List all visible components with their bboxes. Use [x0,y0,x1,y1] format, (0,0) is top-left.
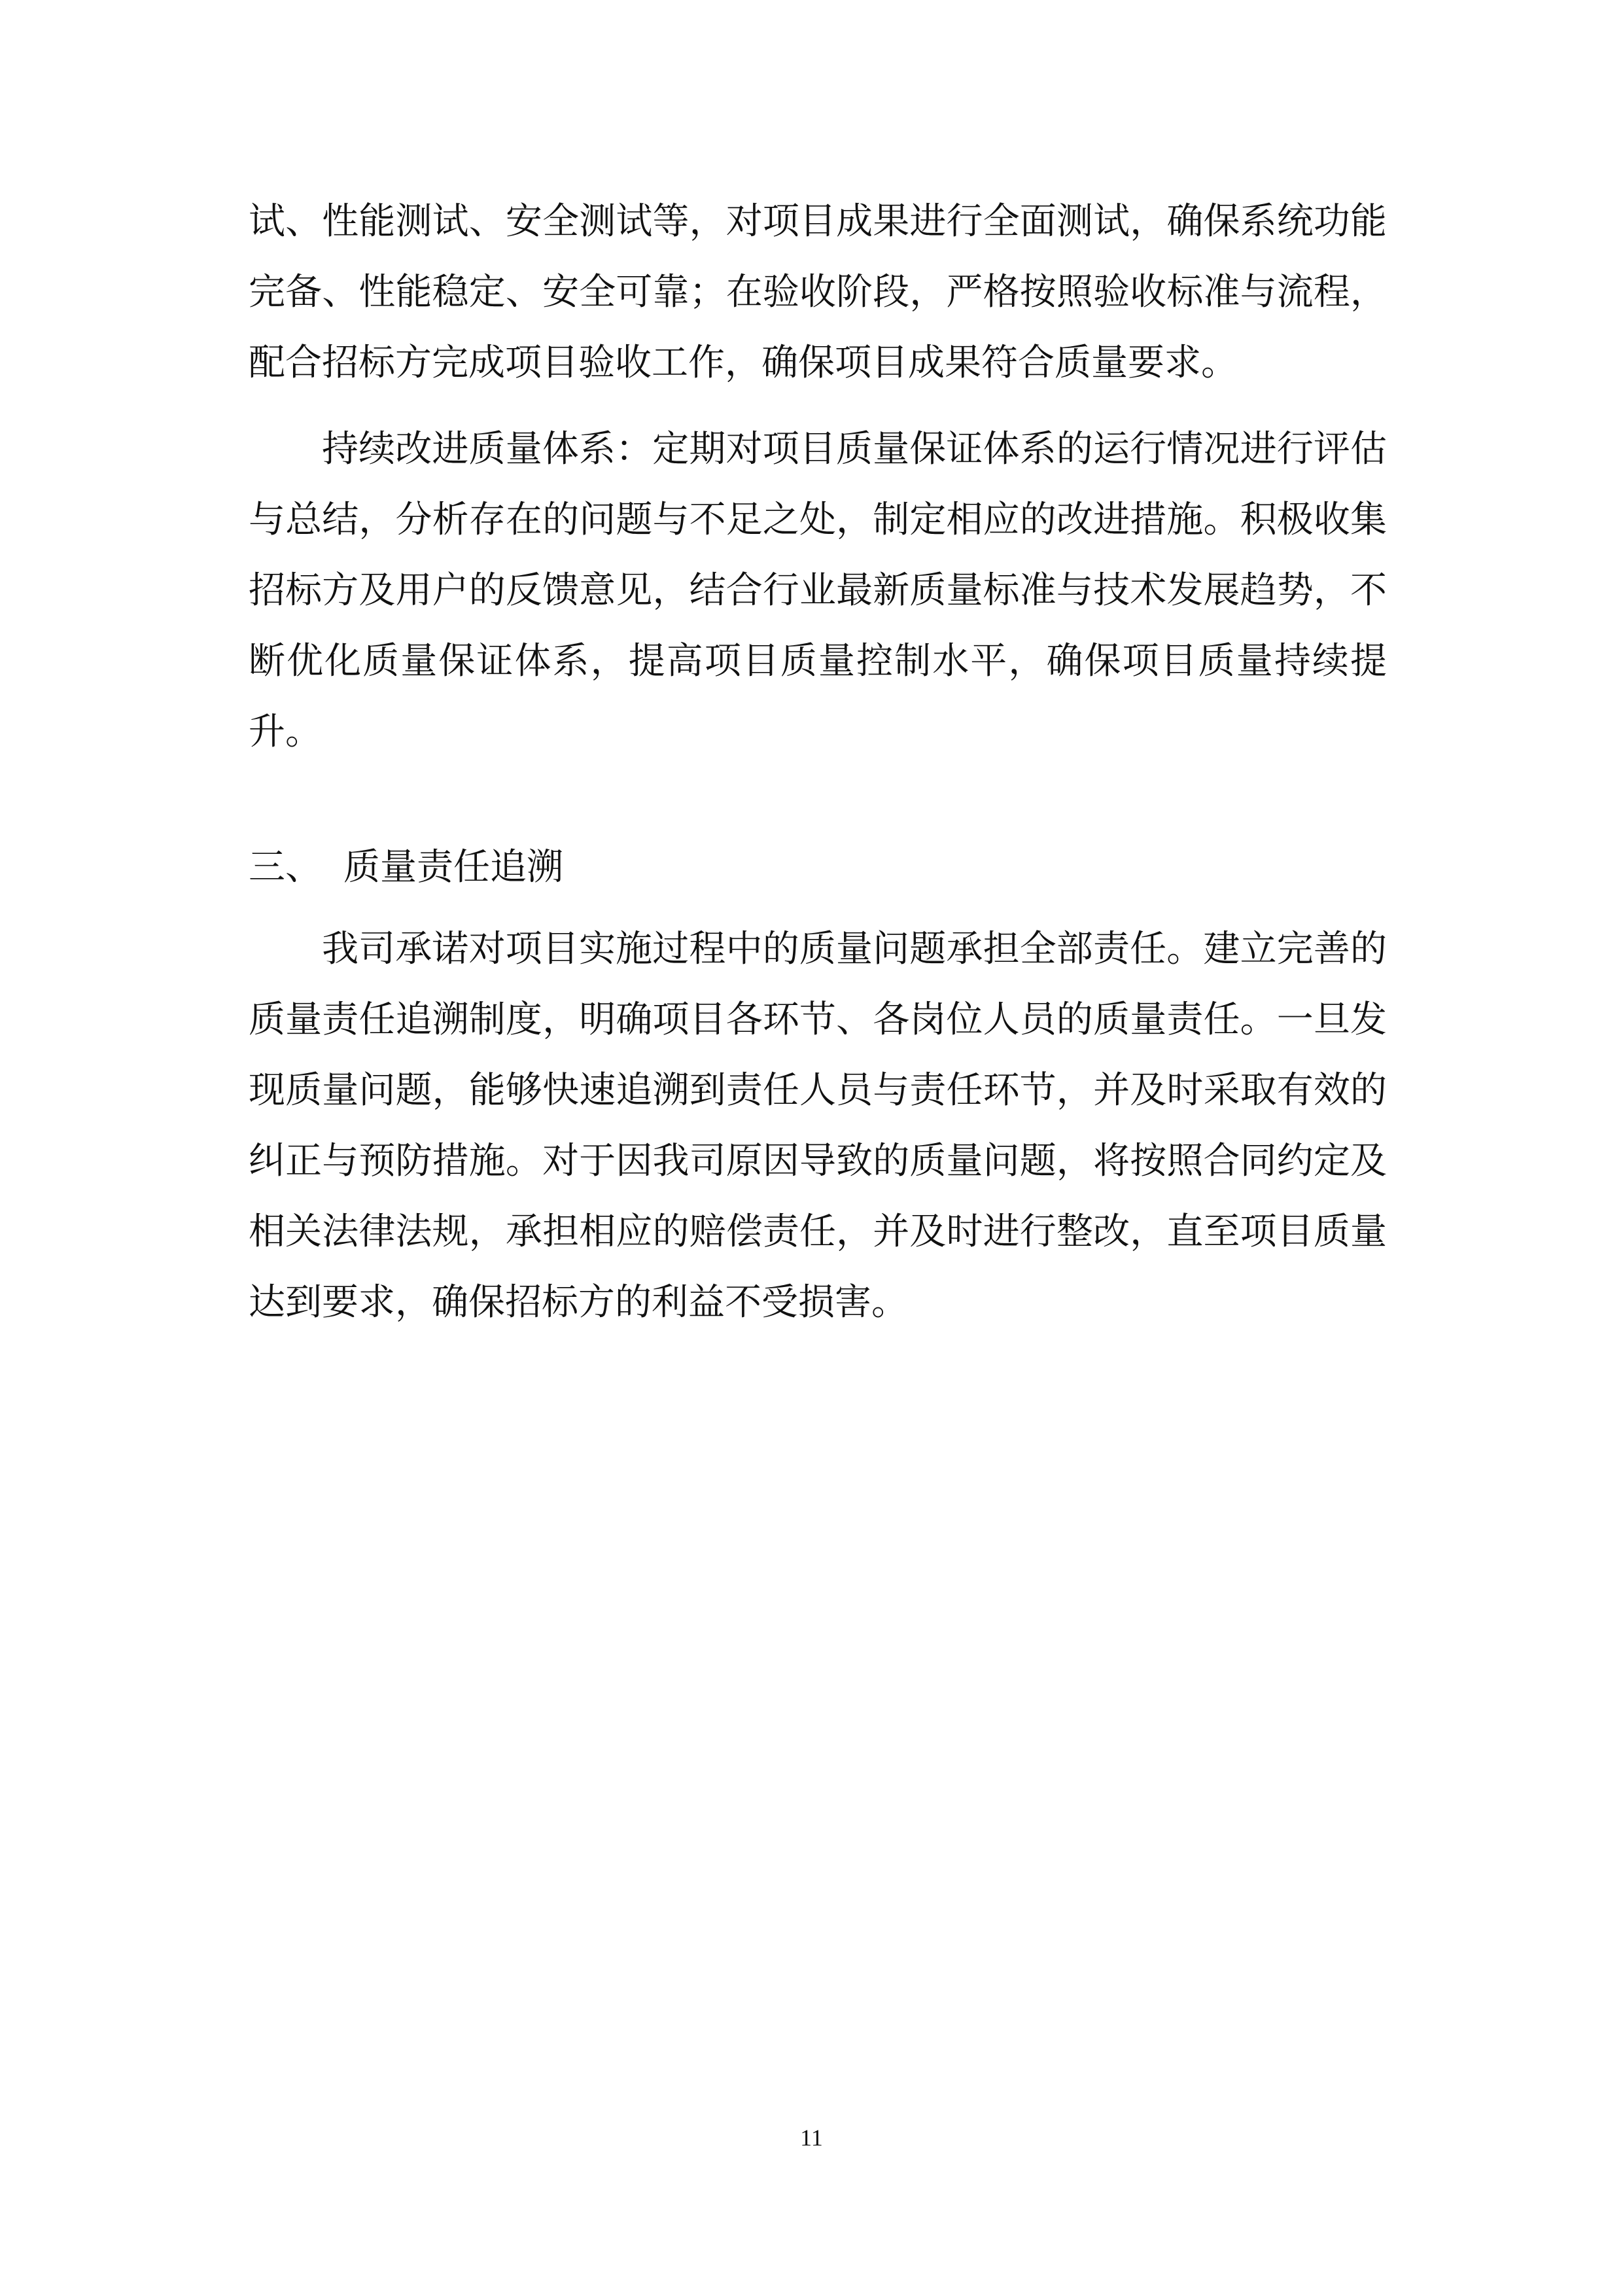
section-number: 三、 [249,846,322,889]
section-title: 质量责任追溯 [343,846,563,889]
paragraph-testing-continuation [249,186,1387,398]
paragraph-text: 我司承诺对项目实施过程中的质量问题承担全部责任。建立完善的质量责任追溯制度，明确项目各环节、各岗位人员的质量责任。一旦发现质量问题，能够快速追溯到责任人员与责任环节，并及时采取有效的纠正与预防措施。对于因我司原因导致的质量问题，将按照合同约定及相关法律法规，承担相应的赔偿责任，并及时进行整改，直至项目质量达到要求，确保招标方的利益不受损害。 [249,928,1387,1324]
paragraph-text: 试、性能测试、安全测试等，对项目成果进行全面测试，确保系统功能完备、性能稳定、安全可靠；在验收阶段，严格按照验收标准与流程，配合招标方完成项目验收工作，确保项目成果符合质量要求。 [249,200,1387,384]
paragraph-responsibility [249,914,1387,1338]
paragraph-continuous-improvement [249,414,1387,768]
paragraph-text: 持续改进质量体系：定期对项目质量保证体系的运行情况进行评估与总结，分析存在的问题与不足之处，制定相应的改进措施。积极收集招标方及用户的反馈意见，结合行业最新质量标准与技术发展趋势，不断优化质量保证体系，提高项目质量控制水平，确保项目质量持续提升。 [249,428,1387,753]
section-heading-3 [249,832,563,903]
page-number: 11 [800,2125,823,2151]
